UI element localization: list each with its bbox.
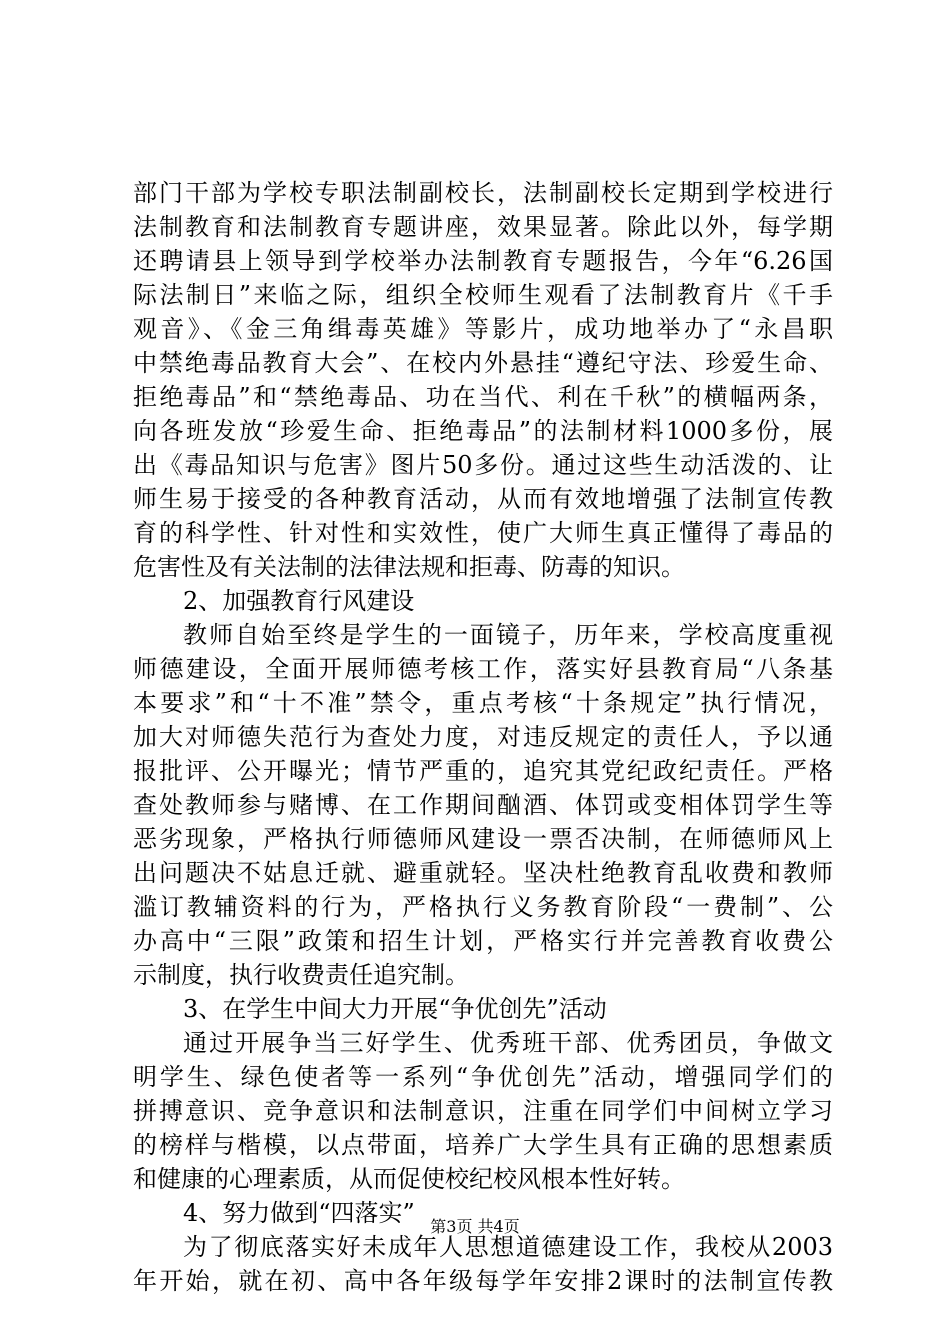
section-heading: 2、加强教育行风建设 (183, 587, 415, 615)
body-line: 示制度，执行收费责任追究制。 (133, 961, 469, 989)
body-line: 查处教师参与赌博、在工作期间酗酒、体罚或变相体罚学生等 (133, 791, 833, 819)
body-line: 加大对师德失范行为查处力度，对违反规定的责任人，予以通 (133, 723, 833, 751)
body-line: 出问题决不姑息迁就、避重就轻。坚决杜绝教育乱收费和教师 (133, 859, 833, 887)
document-body (133, 176, 833, 1298)
body-line: 向各班发放“珍爱生命、拒绝毒品”的法制材料1000多份，展 (133, 417, 833, 445)
body-line: 的榜样与楷模，以点带面，培养广大学生具有正确的思想素质 (133, 1131, 833, 1159)
body-line: 还聘请县上领导到学校举办法制教育专题报告，今年“6.26国 (133, 247, 833, 275)
body-line: 办高中“三限”政策和招生计划，严格实行并完善教育收费公 (133, 927, 833, 955)
body-line: 中禁绝毒品教育大会”、在校内外悬挂“遵纪守法、珍爱生命、 (133, 349, 833, 377)
body-line: 危害性及有关法制的法律法规和拒毒、防毒的知识。 (133, 553, 685, 581)
page-number-footer: 第3页 共4页 (430, 1217, 520, 1236)
body-line: 育的科学性、针对性和实效性，使广大师生真正懂得了毒品的 (133, 519, 833, 547)
body-line: 出《毒品知识与危害》图片50多份。通过这些生动活泼的、让 (133, 451, 833, 479)
section-heading: 3、在学生中间大力开展“争优创先”活动 (183, 995, 607, 1023)
body-line: 恶劣现象，严格执行师德师风建设一票否决制，在师德师风上 (133, 825, 833, 853)
body-line: 和健康的心理素质，从而促使校纪校风根本性好转。 (133, 1165, 685, 1193)
body-line: 拒绝毒品”和“禁绝毒品、功在当代、利在千秋”的横幅两条， (133, 383, 833, 411)
body-line: 拼搏意识、竞争意识和法制意识，注重在同学们中间树立学习 (133, 1097, 833, 1125)
body-line: 年开始，就在初、高中各年级每学年安排2课时的法制宣传教 (133, 1267, 833, 1295)
body-line: 滥订教辅资料的行为，严格执行义务教育阶段“一费制”、公 (133, 893, 833, 921)
body-line: 通过开展争当三好学生、优秀班干部、优秀团员，争做文 (183, 1029, 833, 1057)
body-line: 师生易于接受的各种教育活动，从而有效地增强了法制宣传教 (133, 485, 833, 513)
body-line: 教师自始至终是学生的一面镜子，历年来，学校高度重视 (183, 621, 833, 649)
body-line: 本要求”和“十不准”禁令，重点考核“十条规定”执行情况， (133, 689, 833, 717)
body-line: 观音》、《金三角缉毒英雄》等影片，成功地举办了“永昌职 (133, 315, 833, 343)
section-heading: 4、努力做到“四落实” (183, 1199, 415, 1227)
body-line: 部门干部为学校专职法制副校长，法制副校长定期到学校进行 (133, 179, 833, 207)
body-line: 际法制日”来临之际，组织全校师生观看了法制教育片《千手 (133, 281, 833, 309)
body-line: 法制教育和法制教育专题讲座，效果显著。除此以外，每学期 (133, 213, 833, 241)
body-line: 报批评、公开曝光；情节严重的，追究其党纪政纪责任。严格 (133, 757, 833, 785)
body-line: 为了彻底落实好未成年人思想道德建设工作，我校从2003 (183, 1233, 833, 1261)
body-line: 师德建设，全面开展师德考核工作，落实好县教育局“八条基 (133, 655, 833, 683)
body-line: 明学生、绿色使者等一系列“争优创先”活动，增强同学们的 (133, 1063, 833, 1091)
